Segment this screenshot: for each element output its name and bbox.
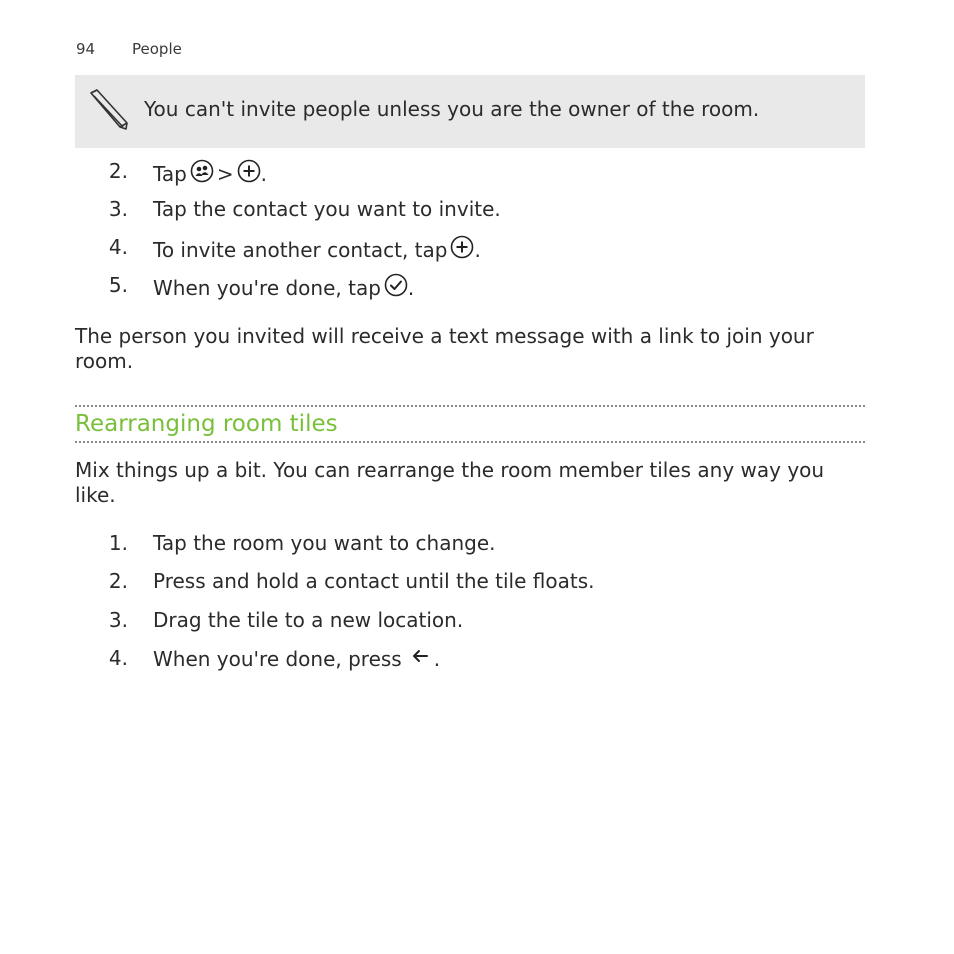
- step-text-part: To invite another contact, tap: [153, 237, 448, 262]
- section-name: People: [132, 40, 182, 58]
- note-box: [75, 75, 865, 148]
- step-number: 2.: [108, 159, 128, 183]
- step-number: 3.: [108, 197, 128, 221]
- section-heading: Rearranging room tiles: [75, 411, 338, 437]
- add-circle-icon: [450, 235, 474, 264]
- step-number: 5.: [108, 273, 128, 297]
- step-text: [153, 235, 481, 264]
- add-circle-icon: [237, 159, 261, 188]
- step-number: 3.: [108, 608, 128, 632]
- step-text-part: >: [216, 161, 234, 186]
- page-number: 94: [76, 40, 96, 58]
- step-number: 2.: [108, 569, 128, 593]
- step-text: Press and hold a contact until the tile floats.: [153, 569, 595, 593]
- step-text: Drag the tile to a new location.: [153, 608, 464, 632]
- page-header: [76, 40, 182, 58]
- step-text: Tap the contact you want to invite.: [153, 197, 501, 221]
- step-text-part: .: [433, 646, 441, 671]
- people-icon: [190, 159, 214, 188]
- step-text-part: Tap: [153, 161, 187, 186]
- back-arrow-icon: [410, 646, 430, 671]
- step-text: [153, 646, 440, 671]
- note-text: You can't invite people unless you are the owner of the room.: [144, 97, 760, 121]
- step-text: [153, 273, 414, 302]
- invited-paragraph: The person you invited will receive a text message with a link to join your room.: [75, 324, 814, 373]
- step-number: 1.: [108, 531, 128, 555]
- step-text-part: .: [260, 161, 267, 186]
- mix-paragraph: Mix things up a bit. You can rearrange the room member tiles any way you like.: [75, 458, 825, 507]
- step-number: 4.: [108, 235, 128, 259]
- heading-rule-bottom: [75, 441, 865, 443]
- heading-rule-top: [75, 405, 865, 407]
- step-number: 4.: [108, 646, 128, 670]
- step-text-part: .: [474, 237, 481, 262]
- step-text: Tap the room you want to change.: [153, 531, 496, 555]
- step-text-part: .: [407, 275, 415, 300]
- check-circle-icon: [384, 273, 408, 302]
- pencil-icon: [89, 89, 129, 135]
- step-text-part: When you're done, press: [153, 646, 402, 671]
- step-text: [153, 159, 267, 188]
- step-text-part: When you're done, tap: [153, 275, 381, 300]
